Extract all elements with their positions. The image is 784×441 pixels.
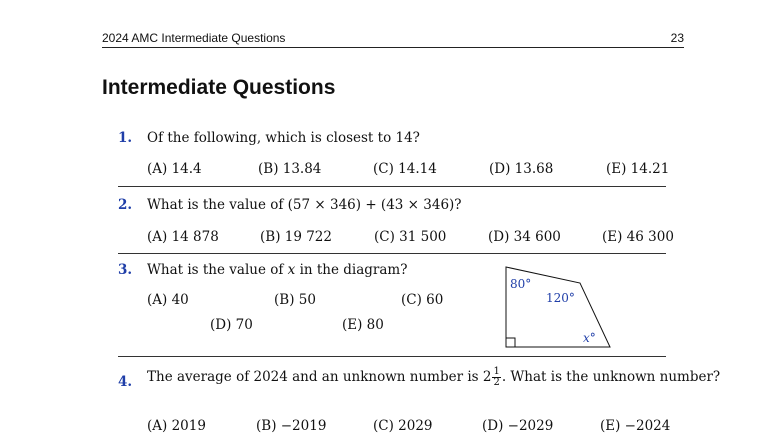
- question-text: [147, 367, 720, 388]
- option-d[interactable]: (D) 70: [210, 317, 253, 333]
- option-b[interactable]: (B) 13.84: [258, 161, 322, 177]
- option-d[interactable]: (D) −2029: [482, 418, 554, 434]
- question-number: 2.: [118, 197, 133, 213]
- angle-label-top-left: 80°: [510, 277, 532, 291]
- option-c[interactable]: (C) 31 500: [374, 229, 447, 245]
- option-b[interactable]: (B) 50: [274, 292, 316, 308]
- header-title: 2024 AMC Intermediate Questions: [102, 31, 286, 45]
- option-c[interactable]: (C) 60: [401, 292, 444, 308]
- option-a[interactable]: (A) 14.4: [147, 161, 202, 177]
- fraction-numerator: 1: [493, 366, 500, 377]
- variable-x: x: [287, 262, 296, 278]
- option-e[interactable]: (E) 80: [342, 317, 384, 333]
- question-text-part: What is the value of: [147, 262, 288, 278]
- option-c[interactable]: (C) 2029: [373, 418, 433, 434]
- fraction: [492, 367, 500, 388]
- option-e[interactable]: (E) 46 300: [602, 229, 674, 245]
- divider: [118, 253, 666, 254]
- question-text: [147, 262, 407, 278]
- question-number: 1.: [118, 130, 133, 146]
- question-text: What is the value of (57 × 346) + (43 × 346)?: [147, 197, 462, 213]
- section-title: Intermediate Questions: [102, 76, 336, 99]
- question-number: 4.: [118, 374, 133, 390]
- option-a[interactable]: (A) 2019: [147, 418, 206, 434]
- question-text: Of the following, which is closest to 14?: [147, 130, 420, 146]
- quadrilateral-shape: [506, 267, 610, 347]
- option-a[interactable]: (A) 14 878: [147, 229, 219, 245]
- option-d[interactable]: (D) 13.68: [489, 161, 554, 177]
- question-number: 3.: [118, 262, 133, 278]
- fraction-denominator: 2: [493, 377, 500, 388]
- option-b[interactable]: (B) 19 722: [260, 229, 332, 245]
- question-text-part: in the diagram?: [295, 262, 408, 278]
- question-text-part: . What is the unknown number?: [501, 369, 721, 385]
- option-e[interactable]: (E) 14.21: [606, 161, 670, 177]
- right-angle-marker: [506, 338, 515, 347]
- divider: [118, 356, 666, 357]
- angle-label-bottom: x°: [583, 331, 596, 345]
- option-d[interactable]: (D) 34 600: [488, 229, 561, 245]
- option-e[interactable]: (E) −2024: [600, 418, 671, 434]
- divider: [118, 186, 666, 187]
- question-text-part: The average of 2024 and an unknown number is 2: [147, 369, 492, 385]
- option-c[interactable]: (C) 14.14: [373, 161, 437, 177]
- option-b[interactable]: (B) −2019: [256, 418, 327, 434]
- page-number: 23: [670, 31, 684, 45]
- angle-label-top-right: 120°: [546, 291, 575, 305]
- page-header: [102, 30, 684, 48]
- option-a[interactable]: (A) 40: [147, 292, 189, 308]
